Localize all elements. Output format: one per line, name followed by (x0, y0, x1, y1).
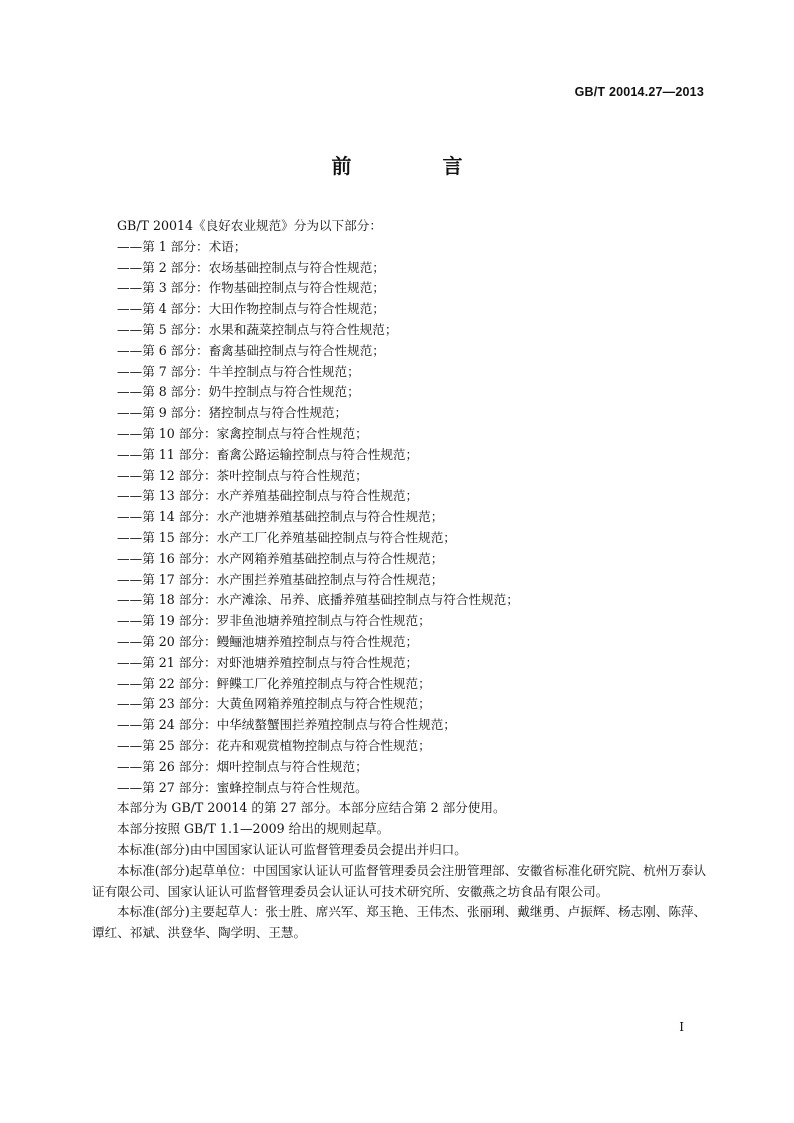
foreword-paragraph: 本部分按照 GB/T 1.1—2009 给出的规则起草。 (117, 821, 390, 837)
part-list-item: ——第 12 部分：茶叶控制点与符合性规范； (117, 467, 368, 483)
part-list-item: ——第 4 部分：大田作物控制点与符合性规范； (117, 301, 385, 317)
parts-list (92, 237, 712, 799)
part-list-item: ——第 26 部分：烟叶控制点与符合性规范； (117, 758, 368, 774)
foreword-paragraph: 本标准(部分)由中国国家认证认可监督管理委员会提出并归口。 (117, 841, 467, 857)
part-list-item: ——第 24 部分：中华绒螯蟹围拦养殖控制点与符合性规范； (117, 717, 456, 733)
part-list-item: ——第 17 部分：水产围拦养殖基础控制点与符合性规范； (117, 571, 444, 587)
foreword-paragraph: 本标准(部分)起草单位：中国国家认证认可监督管理委员会注册管理部、安徽省标准化研究院、杭州万泰认证有限公司、国家认证认可监督管理委员会认证认可技术研究所、安徽燕之坊食品有限公司。 (92, 862, 707, 899)
part-list-item: ——第 15 部分：水产工厂化养殖基础控制点与符合性规范； (117, 529, 456, 545)
intro-paragraph: GB/T 20014《良好农业规范》分为以下部分： (117, 218, 382, 233)
part-list-item: ——第 23 部分：大黄鱼网箱养殖控制点与符合性规范； (117, 696, 431, 712)
part-list-item: ——第 10 部分：家禽控制点与符合性规范； (117, 425, 368, 441)
part-list-item: ——第 11 部分：畜禽公路运输控制点与符合性规范； (117, 446, 419, 462)
part-list-item: ——第 14 部分：水产池塘养殖基础控制点与符合性规范； (117, 509, 444, 525)
foreword-paragraph: 本标准(部分)主要起草人：张士胜、席兴军、郑玉艳、王伟杰、张丽琍、戴继勇、卢振辉、杨志刚、陈萍、谭红、祁斌、洪登华、陶学明、王慧。 (92, 904, 707, 941)
part-list-item: ——第 13 部分：水产养殖基础控制点与符合性规范； (117, 488, 419, 504)
foreword-paragraph: 本部分为 GB/T 20014 的第 27 部分。本部分应结合第 2 部分使用。 (117, 800, 506, 816)
part-list-item: ——第 19 部分：罗非鱼池塘养殖控制点与符合性规范； (117, 613, 431, 629)
part-list-item: ——第 18 部分：水产滩涂、吊养、底播养殖基础控制点与符合性规范； (117, 592, 519, 608)
part-list-item: ——第 2 部分：农场基础控制点与符合性规范； (117, 259, 385, 275)
part-list-item: ——第 3 部分：作物基础控制点与符合性规范； (117, 280, 385, 296)
document-code: GB/T 20014.27—2013 (574, 85, 704, 99)
part-list-item: ——第 27 部分：蜜蜂控制点与符合性规范。 (117, 779, 368, 795)
part-list-item: ——第 16 部分：水产网箱养殖基础控制点与符合性规范； (117, 550, 444, 566)
part-list-item: ——第 8 部分：奶牛控制点与符合性规范； (117, 384, 360, 400)
part-list-item: ——第 20 部分：鳗鲡池塘养殖控制点与符合性规范； (117, 633, 419, 649)
part-list-item: ——第 6 部分：畜禽基础控制点与符合性规范； (117, 342, 385, 358)
part-list-item: ——第 9 部分：猪控制点与符合性规范； (117, 405, 348, 421)
part-list-item: ——第 25 部分：花卉和观赏植物控制点与符合性规范； (117, 737, 431, 753)
foreword-paragraphs (92, 798, 712, 944)
part-list-item: ——第 22 部分：鲆鲽工厂化养殖控制点与符合性规范； (117, 675, 431, 691)
foreword-body (92, 216, 712, 944)
part-list-item: ——第 7 部分：牛羊控制点与符合性规范； (117, 363, 360, 379)
part-list-item: ——第 5 部分：水果和蔬菜控制点与符合性规范； (117, 321, 398, 337)
part-list-item: ——第 21 部分：对虾池塘养殖控制点与符合性规范； (117, 654, 419, 670)
part-list-item: ——第 1 部分：术语； (117, 238, 247, 254)
page-number: I (679, 1020, 684, 1034)
page-title: 前 言 (331, 154, 505, 178)
